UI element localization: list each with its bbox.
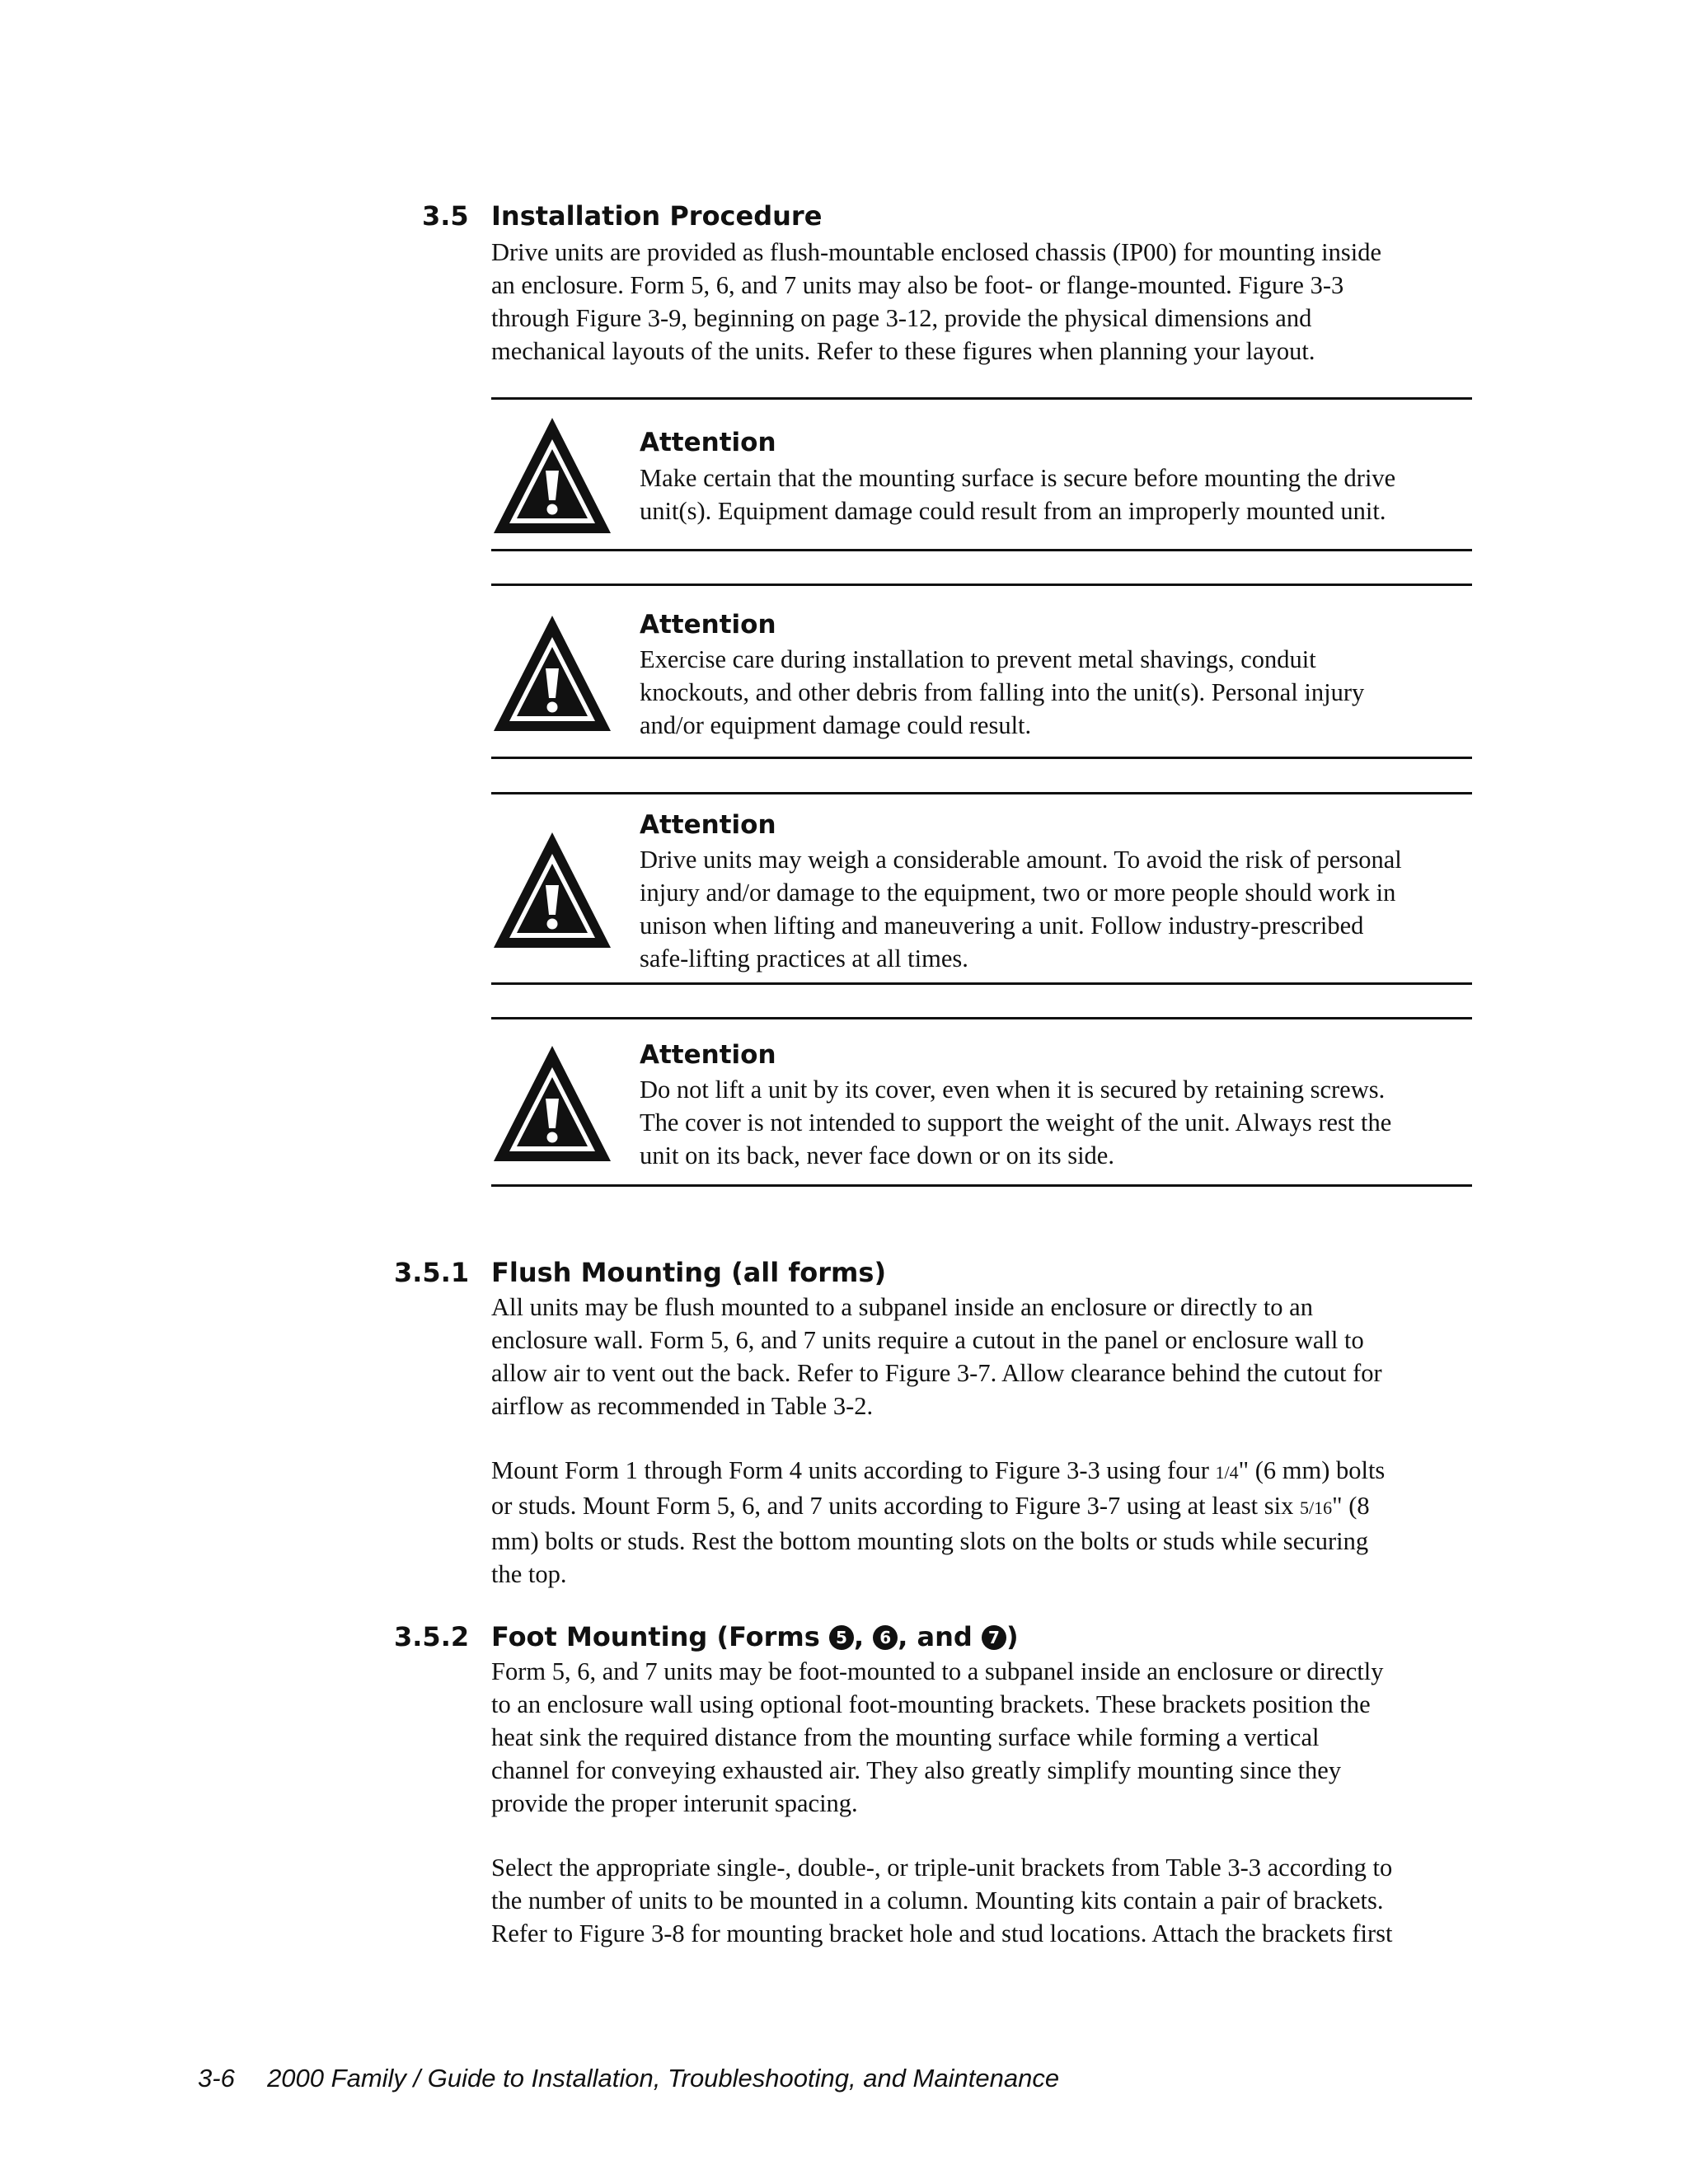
form-5-badge: 5 [829, 1625, 854, 1650]
attention-line: unit(s). Equipment damage could result from an improperly mounted unit. [640, 497, 1386, 525]
attention-line: unit on its back, never face down or on its side. [640, 1141, 1114, 1169]
fraction: 5/16 [1300, 1497, 1333, 1518]
form-7-badge: 7 [982, 1625, 1006, 1650]
attention-title: Attention [640, 1040, 776, 1070]
footer-title: 2000 Family / Guide to Installation, Troubleshooting, and Maintenance [267, 2064, 1060, 2093]
paragraph-line: Form 5, 6, and 7 units may be foot-mounted to a subpanel inside an enclosure or directly [491, 1657, 1384, 1685]
attention-title: Attention [640, 810, 776, 840]
divider-rule [491, 982, 1472, 985]
title-text: , [853, 1621, 874, 1652]
text-run: or studs. Mount Form 5, 6, and 7 units according to Figure 3-7 using at least six [491, 1492, 1301, 1520]
page-footer [198, 2062, 1059, 2095]
divider-rule [491, 1017, 1472, 1019]
subsection-title: Flush Mounting (all forms) [491, 1257, 887, 1288]
paragraph-line: mm) bolts or studs. Rest the bottom mounting slots on the bolts or studs while securing [491, 1527, 1369, 1555]
divider-rule [491, 583, 1472, 586]
text-run: " (6 mm) bolts [1238, 1456, 1386, 1484]
flush-paragraph-1 [491, 1291, 1480, 1422]
paragraph-line: to an enclosure wall using optional foot-mounting brackets. These brackets position the [491, 1690, 1371, 1718]
subsection-number: 3.5.2 [394, 1621, 470, 1652]
page-number: 3-6 [198, 2064, 235, 2093]
divider-rule [491, 792, 1472, 794]
paragraph-line: Refer to Figure 3-8 for mounting bracket hole and stud locations. Attach the brackets first [491, 1919, 1393, 1947]
fraction: 1/4 [1215, 1462, 1239, 1483]
paragraph-line [491, 1489, 1480, 1525]
paragraph-line: channel for conveying exhausted air. They also greatly simplify mounting since they [491, 1756, 1342, 1784]
attention-line: Exercise care during installation to prevent metal shavings, conduit [640, 645, 1316, 673]
paragraph-line: provide the proper interunit spacing. [491, 1789, 858, 1817]
paragraph-line: mechanical layouts of the units. Refer to these figures when planning your layout. [491, 337, 1315, 365]
paragraph-line: enclosure wall. Form 5, 6, and 7 units require a cutout in the panel or enclosure wall to [491, 1326, 1364, 1354]
foot-paragraph-2 [491, 1851, 1480, 1950]
attention-title: Attention [640, 428, 776, 457]
title-text: Foot Mounting (Forms [491, 1621, 829, 1652]
warning-triangle-icon [491, 612, 613, 734]
attention-line: unison when lifting and maneuvering a unit. Follow industry-prescribed [640, 912, 1364, 940]
intro-paragraph [491, 236, 1480, 368]
attention-line: The cover is not intended to support the weight of the unit. Always rest the [640, 1108, 1392, 1137]
paragraph-line: Drive units are provided as flush-mountable enclosed chassis (IP00) for mounting inside [491, 238, 1381, 266]
paragraph-line: Select the appropriate single-, double-, or triple-unit brackets from Table 3-3 according to [491, 1854, 1393, 1882]
warning-triangle-icon [491, 1043, 613, 1165]
warning-triangle-icon [491, 415, 613, 537]
attention-line: and/or equipment damage could result. [640, 711, 1032, 739]
attention-line: Make certain that the mounting surface is secure before mounting the drive [640, 464, 1396, 492]
paragraph-line: allow air to vent out the back. Refer to Figure 3-7. Allow clearance behind the cutout for [491, 1359, 1382, 1387]
text-run: " (8 [1332, 1492, 1370, 1520]
subsection-title [491, 1620, 1019, 1653]
section-title: Installation Procedure [491, 200, 823, 232]
flush-paragraph-2 [491, 1454, 1480, 1591]
attention-line: Do not lift a unit by its cover, even when it is secured by retaining screws. [640, 1076, 1386, 1104]
divider-rule [491, 397, 1472, 400]
divider-rule [491, 549, 1472, 551]
paragraph-line: airflow as recommended in Table 3-2. [491, 1392, 874, 1420]
paragraph-line: an enclosure. Form 5, 6, and 7 units may also be foot- or flange-mounted. Figure 3-3 [491, 271, 1344, 299]
foot-paragraph-1 [491, 1655, 1480, 1820]
paragraph-line: heat sink the required distance from the mounting surface while forming a vertical [491, 1723, 1320, 1751]
attention-title: Attention [640, 610, 776, 640]
attention-line: safe-lifting practices at all times. [640, 944, 968, 972]
attention-line: Drive units may weigh a considerable amount. To avoid the risk of personal [640, 846, 1402, 874]
paragraph-line: the top. [491, 1560, 567, 1588]
divider-rule [491, 757, 1472, 759]
divider-rule [491, 1184, 1472, 1187]
paragraph-line: the number of units to be mounted in a column. Mounting kits contain a pair of brackets. [491, 1886, 1384, 1915]
subsection-number: 3.5.1 [394, 1257, 470, 1288]
attention-body [640, 843, 1480, 975]
form-6-badge: 6 [873, 1625, 898, 1650]
attention-line: injury and/or damage to the equipment, two or more people should work in [640, 879, 1396, 907]
title-text: ) [1006, 1621, 1019, 1652]
paragraph-line: through Figure 3-9, beginning on page 3-12, provide the physical dimensions and [491, 304, 1312, 332]
paragraph-line: All units may be flush mounted to a subpanel inside an enclosure or directly to an [491, 1293, 1313, 1321]
attention-body [640, 462, 1480, 527]
attention-body [640, 643, 1480, 742]
section-number: 3.5 [422, 200, 469, 232]
attention-body [640, 1073, 1480, 1172]
text-run: Mount Form 1 through Form 4 units according to Figure 3-3 using four [491, 1456, 1216, 1484]
title-text: , and [898, 1621, 982, 1652]
paragraph-line [491, 1454, 1480, 1489]
attention-line: knockouts, and other debris from falling into the unit(s). Personal injury [640, 678, 1365, 706]
warning-triangle-icon [491, 829, 613, 951]
